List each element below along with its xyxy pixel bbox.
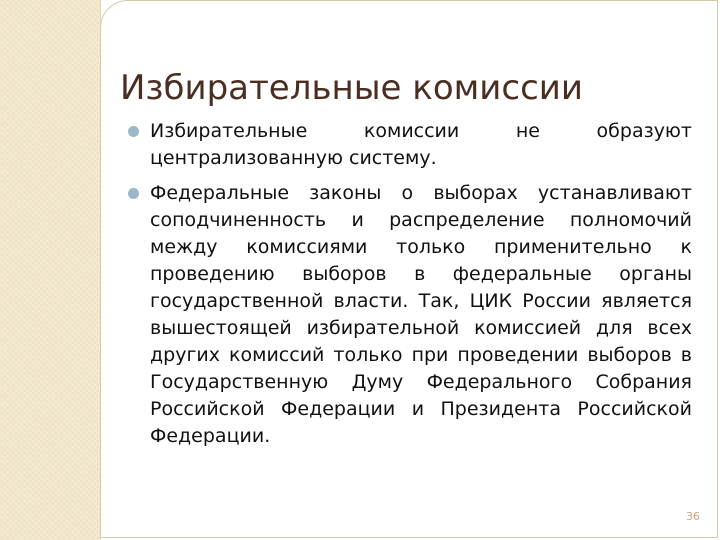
bullet-text: Федеральные законы о выборах устанавливают соподчиненность и распределение полномочий между комиссиями только применительно к проведению выборов в федеральные органы государственной власти. Так, ЦИК России является вышестоящей избирательной комиссией для всех других комиссий только при проведении выборов в Государственную Думу Федерального Собрания Российской Федерации и Президента Российской Федерации.: [150, 182, 692, 447]
bullet-text: Избирательные комиссии не образуют централизованную систему.: [150, 120, 692, 169]
bullet-dot-icon: [128, 126, 139, 137]
bullet-dot-icon: [128, 188, 139, 199]
bullet-item: [150, 180, 692, 450]
bullet-list: [150, 118, 692, 458]
decorative-left-band: [0, 0, 101, 540]
page-number: 36: [686, 510, 700, 523]
bullet-item: [150, 118, 692, 172]
page-title: Избирательные комиссии: [120, 67, 583, 108]
